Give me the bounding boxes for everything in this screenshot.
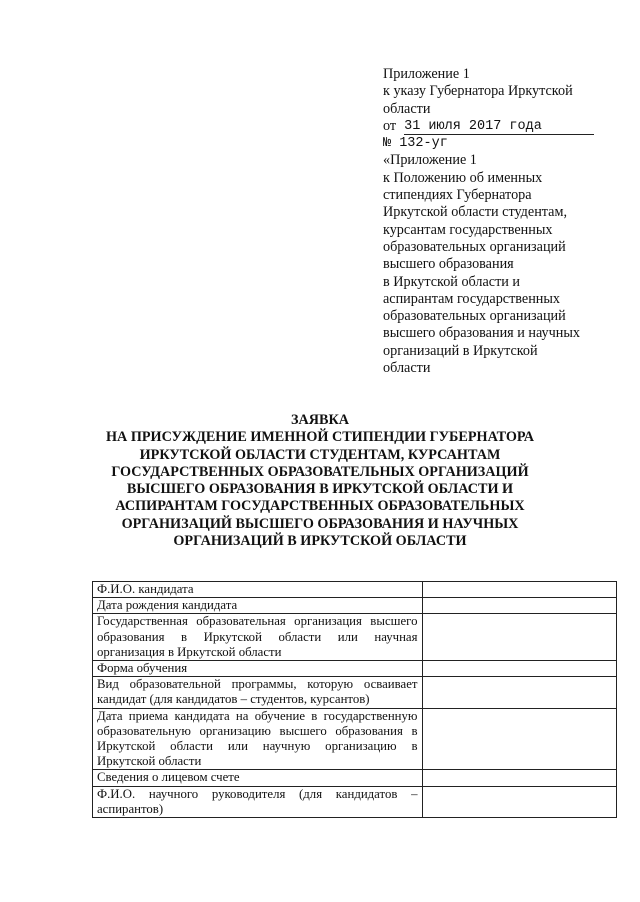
nested-appendix-line: аспирантам государственных — [383, 290, 561, 307]
nested-appendix-line: стипендиях Губернатора — [383, 187, 532, 204]
table-row — [93, 786, 617, 817]
nested-appendix-line: области — [383, 360, 431, 377]
title-line: ВЫСШЕГО ОБРАЗОВАНИЯ В ИРКУТСКОЙ ОБЛАСТИ И — [126, 481, 514, 498]
title-line: ОРГАНИЗАЦИЙ ВЫСШЕГО ОБРАЗОВАНИЯ И НАУЧНЫХ — [121, 515, 519, 532]
field-value — [422, 708, 617, 770]
field-label: Государственная образовательная организация высшего образования в Иркутской области или научная организация в Иркутской области — [93, 614, 423, 661]
decree-date: 31 июля 2017 года — [404, 119, 594, 135]
title-line: ГОСУДАРСТВЕННЫХ ОБРАЗОВАТЕЛЬНЫХ ОРГАНИЗАЦИЙ — [111, 463, 529, 480]
nested-appendix-line: высшего образования и научных — [383, 325, 580, 342]
field-value — [422, 661, 617, 677]
field-value — [422, 614, 617, 661]
application-form-table — [92, 581, 617, 818]
decree-date-line — [383, 118, 623, 135]
table-row — [93, 614, 617, 661]
appendix-line: к указу Губернатора Иркутской — [383, 83, 573, 100]
nested-appendix-line: образовательных организаций — [383, 308, 566, 325]
nested-appendix-line: «Приложение 1 — [383, 152, 477, 169]
table-row — [93, 677, 617, 708]
title-line: АСПИРАНТАМ ГОСУДАРСТВЕННЫХ ОБРАЗОВАТЕЛЬНЫХ — [115, 498, 525, 515]
nested-appendix-line: Иркутской области студентам, — [383, 204, 567, 221]
nested-appendix-line: образовательных организаций — [383, 238, 566, 255]
nested-appendix-block — [383, 152, 623, 377]
field-label: Дата рождения кандидата — [93, 598, 423, 614]
appendix-line: Приложение 1 — [383, 66, 470, 82]
field-value — [422, 598, 617, 614]
title-line: ИРКУТСКОЙ ОБЛАСТИ СТУДЕНТАМ, КУРСАНТАМ — [139, 446, 501, 463]
table-row — [93, 598, 617, 614]
nested-appendix-line: в Иркутской области и — [383, 273, 521, 290]
appendix-line: области — [383, 100, 431, 117]
field-label: Дата приема кандидата на обучение в государственную образовательную организацию высшего образования в Иркутской области или научную организацию в Иркутской области — [93, 708, 423, 770]
nested-appendix-line: курсантам государственных — [383, 221, 553, 238]
appendix-block — [383, 66, 623, 377]
date-prefix: от — [383, 117, 397, 134]
document-title — [40, 412, 600, 550]
table-row — [93, 661, 617, 677]
table-row — [93, 708, 617, 770]
title-line: НА ПРИСУЖДЕНИЕ ИМЕННОЙ СТИПЕНДИИ ГУБЕРНАТОРА — [106, 429, 534, 446]
field-value — [422, 582, 617, 598]
field-label: Ф.И.О. научного руководителя (для кандидатов – аспирантов) — [93, 786, 423, 817]
field-label: Сведения о лицевом счете — [93, 770, 423, 786]
field-label: Вид образовательной программы, которую осваивает кандидат (для кандидатов – студентов, курсантов) — [93, 677, 423, 708]
nested-appendix-line: высшего образования — [383, 256, 514, 273]
title-line: ОРГАНИЗАЦИЙ В ИРКУТСКОЙ ОБЛАСТИ — [173, 533, 467, 550]
field-label: Ф.И.О. кандидата — [93, 582, 423, 598]
field-label: Форма обучения — [93, 661, 423, 677]
table-row — [93, 582, 617, 598]
decree-number: № 132-уг — [383, 136, 448, 152]
title-line: ЗАЯВКА — [291, 412, 349, 428]
table-row — [93, 770, 617, 786]
nested-appendix-line: к Положению об именных — [383, 169, 543, 186]
field-value — [422, 677, 617, 708]
nested-appendix-line: организаций в Иркутской — [383, 342, 538, 359]
field-value — [422, 770, 617, 786]
field-value — [422, 786, 617, 817]
